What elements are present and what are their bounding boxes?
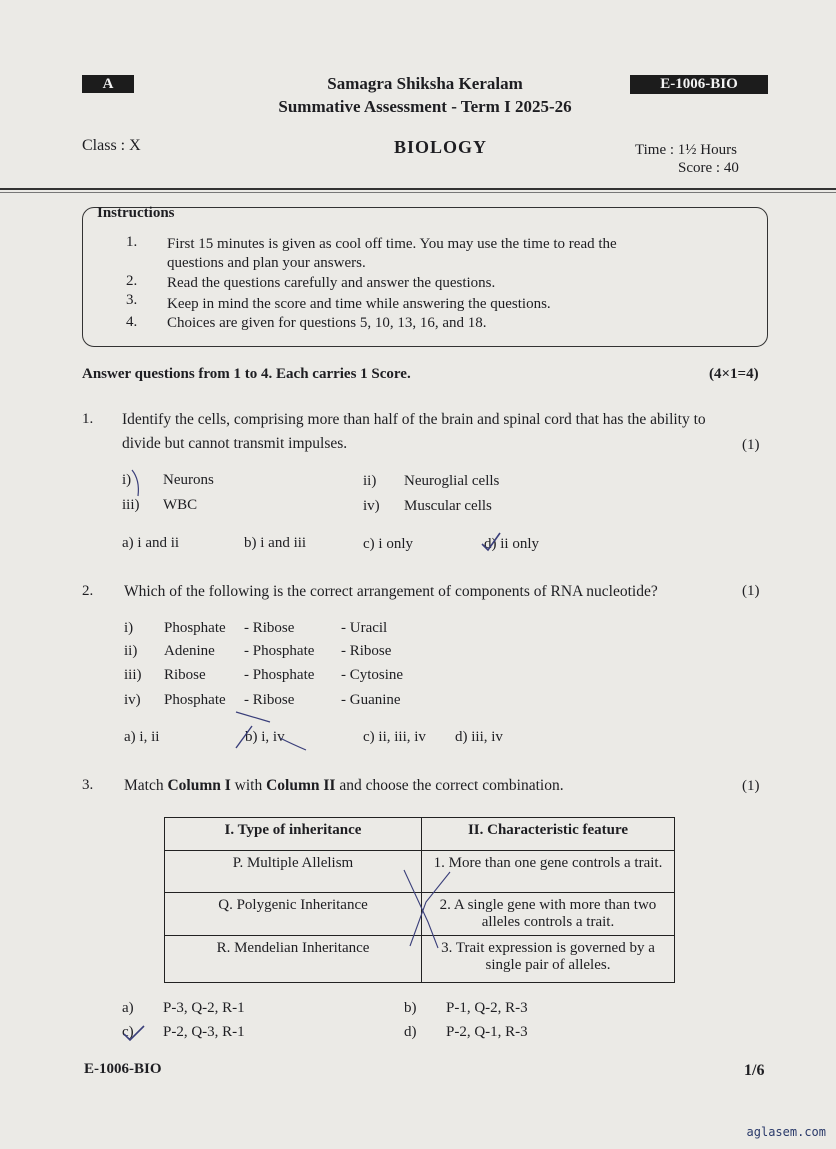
q2-tick-mark <box>222 708 312 754</box>
q2-row-3-c1: Ribose <box>164 667 206 683</box>
q3-option-d-label: d) <box>404 1024 417 1040</box>
q1-score: (1) <box>742 437 760 453</box>
q2-number: 2. <box>82 583 94 599</box>
q2-row-4-c2: - Ribose <box>244 692 295 708</box>
q2-row-3-c3: - Cytosine <box>341 667 404 683</box>
table-cell-type: R. Mendelian Inheritance <box>165 936 422 983</box>
footer-paper-code: E-1006-BIO <box>84 1061 162 1077</box>
exam-title <box>250 72 600 118</box>
q3-col1: Column I <box>167 777 231 794</box>
page-number: 1/6 <box>744 1062 765 1079</box>
q1-option-a[interactable]: a) i and ii <box>122 535 180 551</box>
q3-number: 3. <box>82 777 94 793</box>
q1-item-2-label: ii) <box>363 473 377 489</box>
subject-title: BIOLOGY <box>394 137 488 157</box>
q1-item-2-text: Neuroglial cells <box>404 473 500 489</box>
q3-text-pre: Match <box>124 777 168 794</box>
q1-item-1-label: i) <box>122 472 132 488</box>
q2-row-3-c2: - Phosphate <box>244 667 315 683</box>
instruction-3-text: Keep in mind the score and time while answering the questions. <box>167 296 551 312</box>
header-divider <box>0 188 836 190</box>
q1-item-3-text: WBC <box>163 497 198 513</box>
q1-option-d[interactable]: d) ii only <box>484 536 539 552</box>
q2-row-4-c1: Phosphate <box>164 692 226 708</box>
q3-text-mid: with <box>230 777 267 794</box>
assessment-name: Summative Assessment - Term I 2025-26 <box>278 97 572 116</box>
q2-row-2-label: ii) <box>124 643 138 659</box>
q1-item-3-label: iii) <box>122 497 140 513</box>
q1-number: 1. <box>82 411 94 427</box>
org-name: Samagra Shiksha Keralam <box>327 74 523 93</box>
set-badge: A <box>82 75 134 93</box>
q3-text-post: and choose the correct combination. <box>335 777 564 794</box>
instruction-1-text: First 15 minutes is given as cool off time. You may use the time to read the <box>167 236 617 252</box>
instructions-title: Instructions <box>97 205 175 221</box>
watermark-url: aglasem.com <box>746 1125 826 1139</box>
q3-option-c-label: c) <box>122 1024 134 1040</box>
table-cell-feature: 2. A single gene with more than two alleles controls a trait. <box>422 893 675 936</box>
q3-pen-lines <box>398 862 458 958</box>
q1-tick-mark <box>478 530 504 554</box>
q2-row-2-c2: - Phosphate <box>244 643 315 659</box>
q2-row-1-c1: Phosphate <box>164 620 226 636</box>
q3-option-d[interactable]: P-2, Q-1, R-3 <box>446 1024 528 1040</box>
q3-option-b-label: b) <box>404 1000 417 1016</box>
instruction-1-text-cont: questions and plan your answers. <box>167 255 366 271</box>
q2-row-2-c3: - Ribose <box>341 643 392 659</box>
q1-item-1-text: Neurons <box>163 472 214 488</box>
q2-row-1-c2: - Ribose <box>244 620 295 636</box>
q3-option-a-label: a) <box>122 1000 134 1016</box>
q1-item-4-text: Muscular cells <box>404 498 492 514</box>
q3-option-a[interactable]: P-3, Q-2, R-1 <box>163 1000 245 1016</box>
q1-pen-stroke <box>130 468 150 498</box>
table-header-row <box>165 818 675 851</box>
q2-row-4-c3: - Guanine <box>341 692 401 708</box>
table-header-col2: II. Characteristic feature <box>422 818 675 851</box>
instruction-3-num: 3. <box>126 292 138 308</box>
q3-option-b[interactable]: P-1, Q-2, R-3 <box>446 1000 528 1016</box>
q3-score: (1) <box>742 778 760 794</box>
q2-row-1-c3: - Uracil <box>341 620 388 636</box>
q3-col2: Column II <box>266 777 336 794</box>
q2-option-a[interactable]: a) i, ii <box>124 729 160 745</box>
section-marks: (4×1=4) <box>709 366 759 382</box>
q2-row-2-c1: Adenine <box>164 643 215 659</box>
paper-code-badge: E-1006-BIO <box>630 75 768 94</box>
instruction-4-num: 4. <box>126 314 138 330</box>
q1-text: Identify the cells, comprising more than half of the brain and spinal cord that has the ability to <box>122 411 706 428</box>
class-label: Class : X <box>82 137 141 154</box>
q2-row-1-label: i) <box>124 620 134 636</box>
q2-option-c[interactable]: c) ii, iii, iv <box>363 729 426 745</box>
q2-text: Which of the following is the correct arrangement of components of RNA nucleotide? <box>124 583 658 600</box>
table-cell-type: Q. Polygenic Inheritance <box>165 893 422 936</box>
q1-item-4-label: iv) <box>363 498 380 514</box>
time-label: Time : 1½ Hours <box>635 142 737 158</box>
table-header-col1: I. Type of inheritance <box>165 818 422 851</box>
instruction-2-text: Read the questions carefully and answer the questions. <box>167 275 496 291</box>
q2-row-3-label: iii) <box>124 667 142 683</box>
q2-option-d[interactable]: d) iii, iv <box>455 729 503 745</box>
q3-tick-mark <box>120 1022 150 1044</box>
table-cell-feature: 3. Trait expression is governed by a single pair of alleles. <box>422 936 675 983</box>
q1-option-c[interactable]: c) i only <box>363 536 413 552</box>
q2-row-4-label: iv) <box>124 692 141 708</box>
table-cell-type: P. Multiple Allelism <box>165 851 422 893</box>
section-heading: Answer questions from 1 to 4. Each carries 1 Score. <box>82 366 411 382</box>
q2-score: (1) <box>742 583 760 599</box>
q3-text <box>124 777 564 795</box>
q1-text-cont: divide but cannot transmit impulses. <box>122 435 348 452</box>
instruction-2-num: 2. <box>126 273 138 289</box>
table-cell-feature: 1. More than one gene controls a trait. <box>422 851 675 893</box>
q2-option-b[interactable]: b) i, iv <box>245 729 285 745</box>
q1-option-b[interactable]: b) i and iii <box>244 535 307 551</box>
q3-option-c[interactable]: P-2, Q-3, R-1 <box>163 1024 245 1040</box>
instruction-4-text: Choices are given for questions 5, 10, 13, 16, and 18. <box>167 315 487 331</box>
score-label: Score : 40 <box>678 160 739 176</box>
instruction-1-num: 1. <box>126 234 138 250</box>
header-divider-thin <box>0 192 836 193</box>
